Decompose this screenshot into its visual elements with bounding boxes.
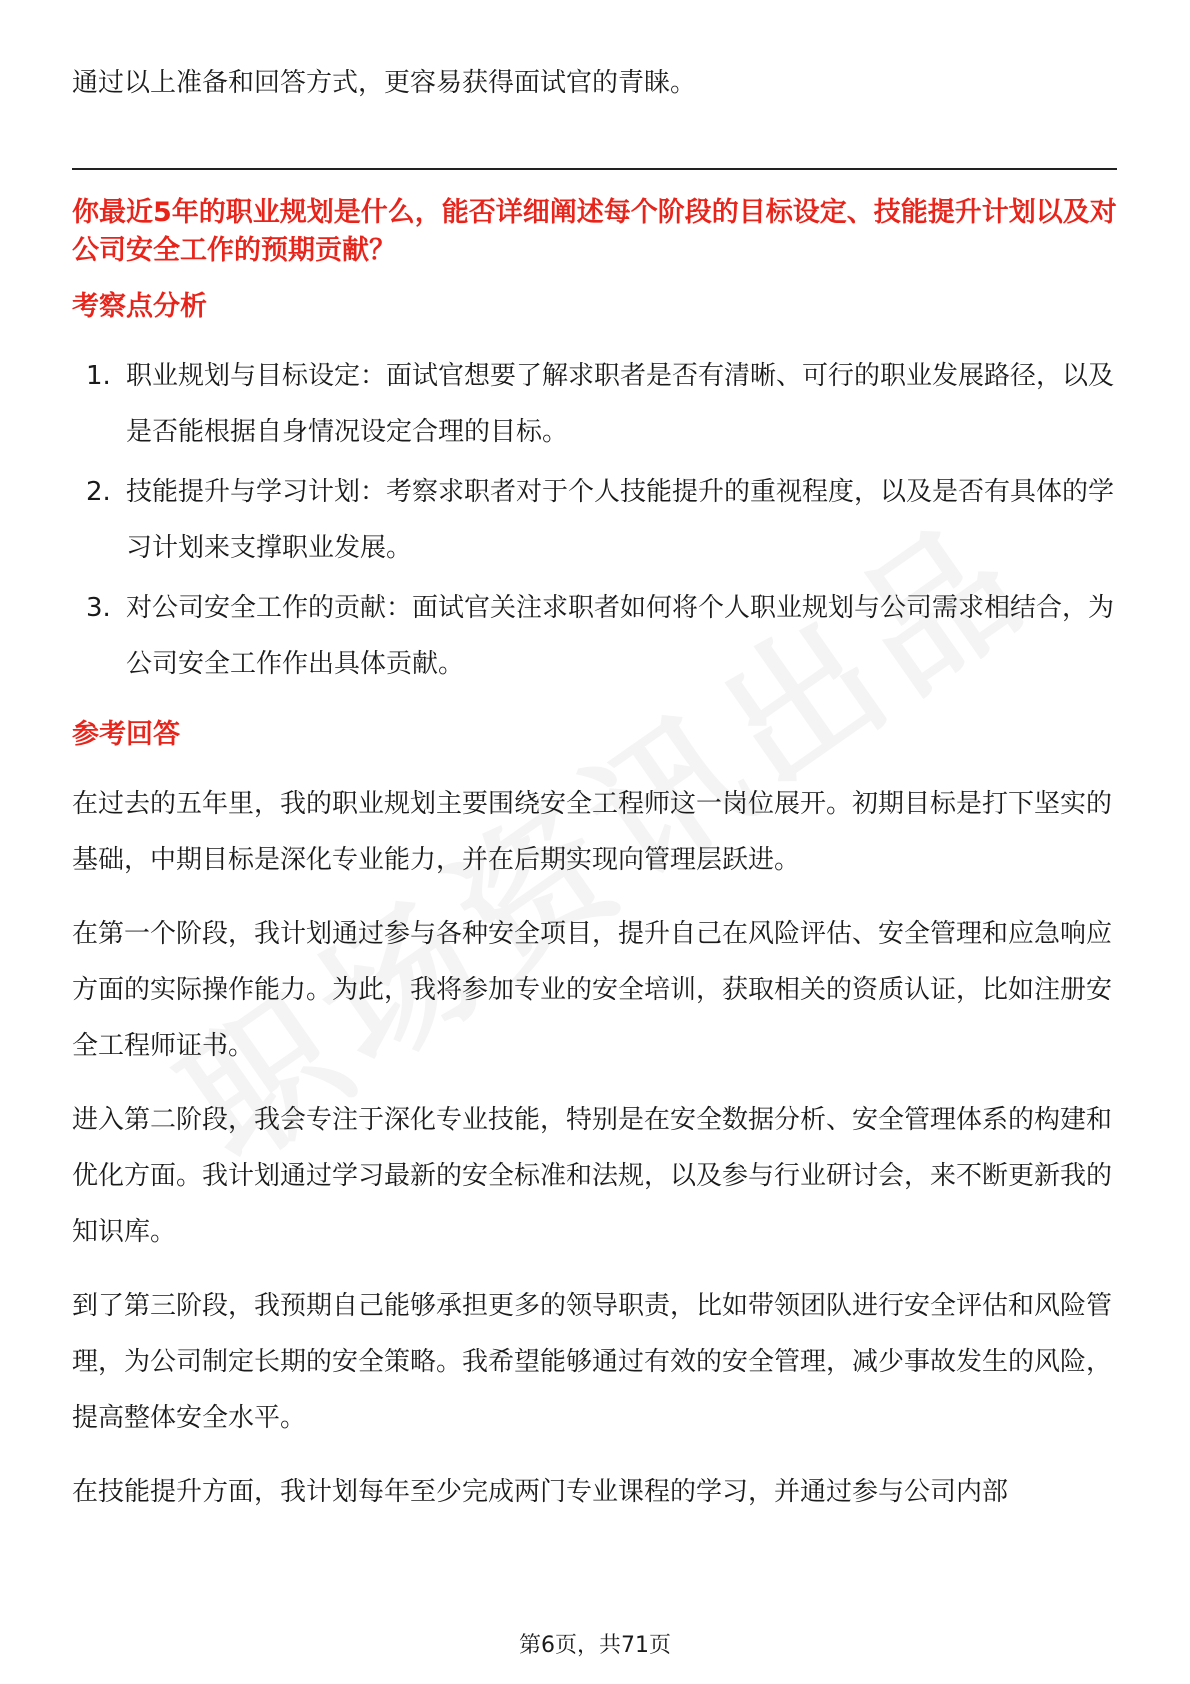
list-item-number: 3.	[86, 593, 111, 623]
question-heading: 你最近5年的职业规划是什么，能否详细阐述每个阶段的目标设定、技能提升计划以及对公司安全工作的预期贡献？	[72, 197, 1117, 266]
list-item-text: 技能提升与学习计划：考察求职者对于个人技能提升的重视程度，以及是否有具体的学习计划来支撑职业发展。	[126, 477, 1115, 563]
section-divider	[72, 168, 1117, 170]
list-item-text: 职业规划与目标设定：面试官想要了解求职者是否有清晰、可行的职业发展路径，以及是否能根据自身情况设定合理的目标。	[126, 361, 1115, 447]
list-item-text: 对公司安全工作的贡献：面试官关注求职者如何将个人职业规划与公司需求相结合，为公司安全工作作出具体贡献。	[126, 593, 1115, 679]
answer-paragraph: 在过去的五年里，我的职业规划主要围绕安全工程师这一岗位展开。初期目标是打下坚实的基础，中期目标是深化专业能力，并在后期实现向管理层跃进。	[72, 789, 1113, 875]
list-item	[72, 348, 1117, 460]
list-item	[72, 464, 1117, 576]
page-footer: 第6页，共71页	[519, 1633, 671, 1658]
list-item	[72, 580, 1117, 692]
answer-paragraph: 在技能提升方面，我计划每年至少完成两门专业课程的学习，并通过参与公司内部	[72, 1477, 1009, 1507]
list-item-number: 1.	[86, 361, 111, 391]
analysis-title: 考察点分析	[72, 291, 207, 322]
answer-paragraph: 进入第二阶段，我会专注于深化专业技能，特别是在安全数据分析、安全管理体系的构建和优化方面。我计划通过学习最新的安全标准和法规，以及参与行业研讨会，来不断更新我的知识库。	[72, 1105, 1113, 1247]
answer-paragraph: 在第一个阶段，我计划通过参与各种安全项目，提升自己在风险评估、安全管理和应急响应方面的实际操作能力。为此，我将参加专业的安全培训，获取相关的资质认证，比如注册安全工程师证书。	[72, 919, 1113, 1061]
answer-title: 参考回答	[72, 719, 180, 750]
page-content	[72, 62, 1117, 1520]
analysis-list	[72, 348, 1117, 692]
intro-text: 通过以上准备和回答方式，更容易获得面试官的青睐。	[72, 68, 697, 98]
answer-paragraph: 到了第三阶段，我预期自己能够承担更多的领导职责，比如带领团队进行安全评估和风险管理，为公司制定长期的安全策略。我希望能够通过有效的安全管理，减少事故发生的风险，提高整体安全水平。	[72, 1291, 1113, 1433]
list-item-number: 2.	[86, 477, 111, 507]
